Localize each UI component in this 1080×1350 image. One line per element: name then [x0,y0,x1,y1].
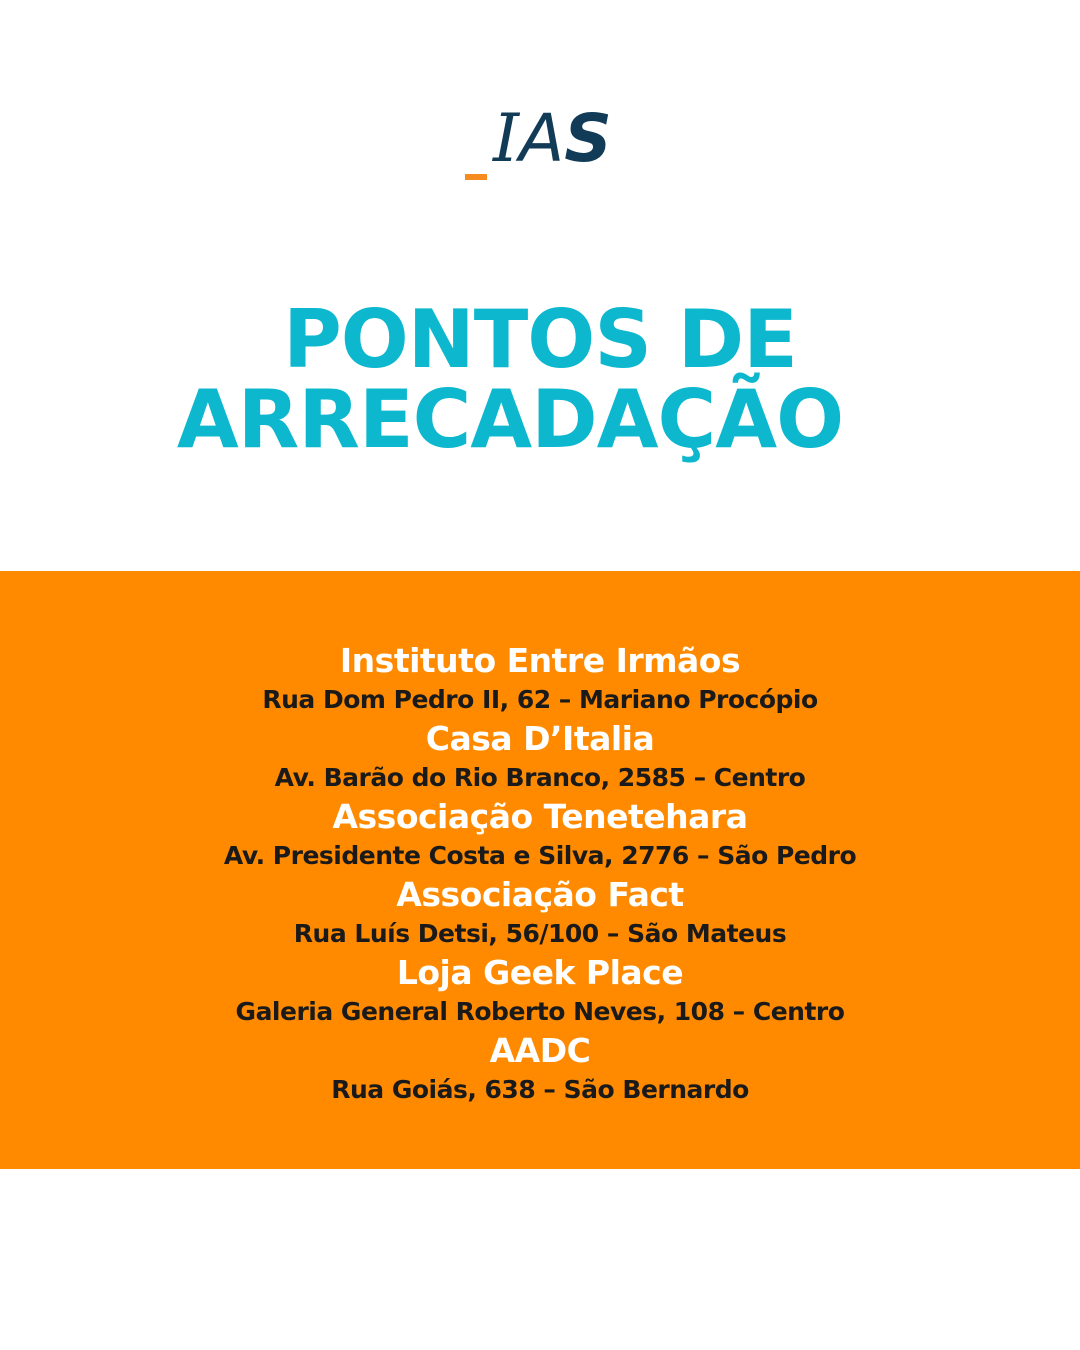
ias-logo [0,100,1080,190]
list-item [0,797,1080,875]
point-name: Casa D’Italia [425,719,655,758]
list-item [0,719,1080,797]
point-name: Loja Geek Place [396,953,684,992]
point-address: Rua Goiás, 638 – São Bernardo [331,1075,749,1104]
list-item [0,953,1080,1031]
point-address: Av. Barão do Rio Branco, 2585 – Centro [274,763,806,792]
title-line-1: PONTOS DE [283,293,797,386]
collection-points-list [0,641,1080,1109]
list-item [0,875,1080,953]
point-address: Galeria General Roberto Neves, 108 – Centro [235,997,845,1026]
logo-letter-i: I [493,100,520,177]
list-item [0,1031,1080,1109]
collection-points-panel [0,571,1080,1169]
point-name: Instituto Entre Irmãos [339,641,741,680]
point-address: Av. Presidente Costa e Silva, 2776 – São Pedro [223,841,857,870]
logo-letter-a: A [519,100,565,177]
point-name: AADC [489,1031,591,1070]
point-name: Associação Fact [396,875,684,914]
logo-letter-s: S [564,100,612,177]
list-item [0,641,1080,719]
logo-underscore [465,174,487,180]
point-name: Associação Tenetehara [332,797,748,836]
title-line-2: ARRECADAÇÃO [176,373,844,466]
logo-wordmark [493,100,612,178]
page-title [0,293,1080,466]
point-address: Rua Dom Pedro II, 62 – Mariano Procópio [262,685,818,714]
point-address: Rua Luís Detsi, 56/100 – São Mateus [293,919,787,948]
